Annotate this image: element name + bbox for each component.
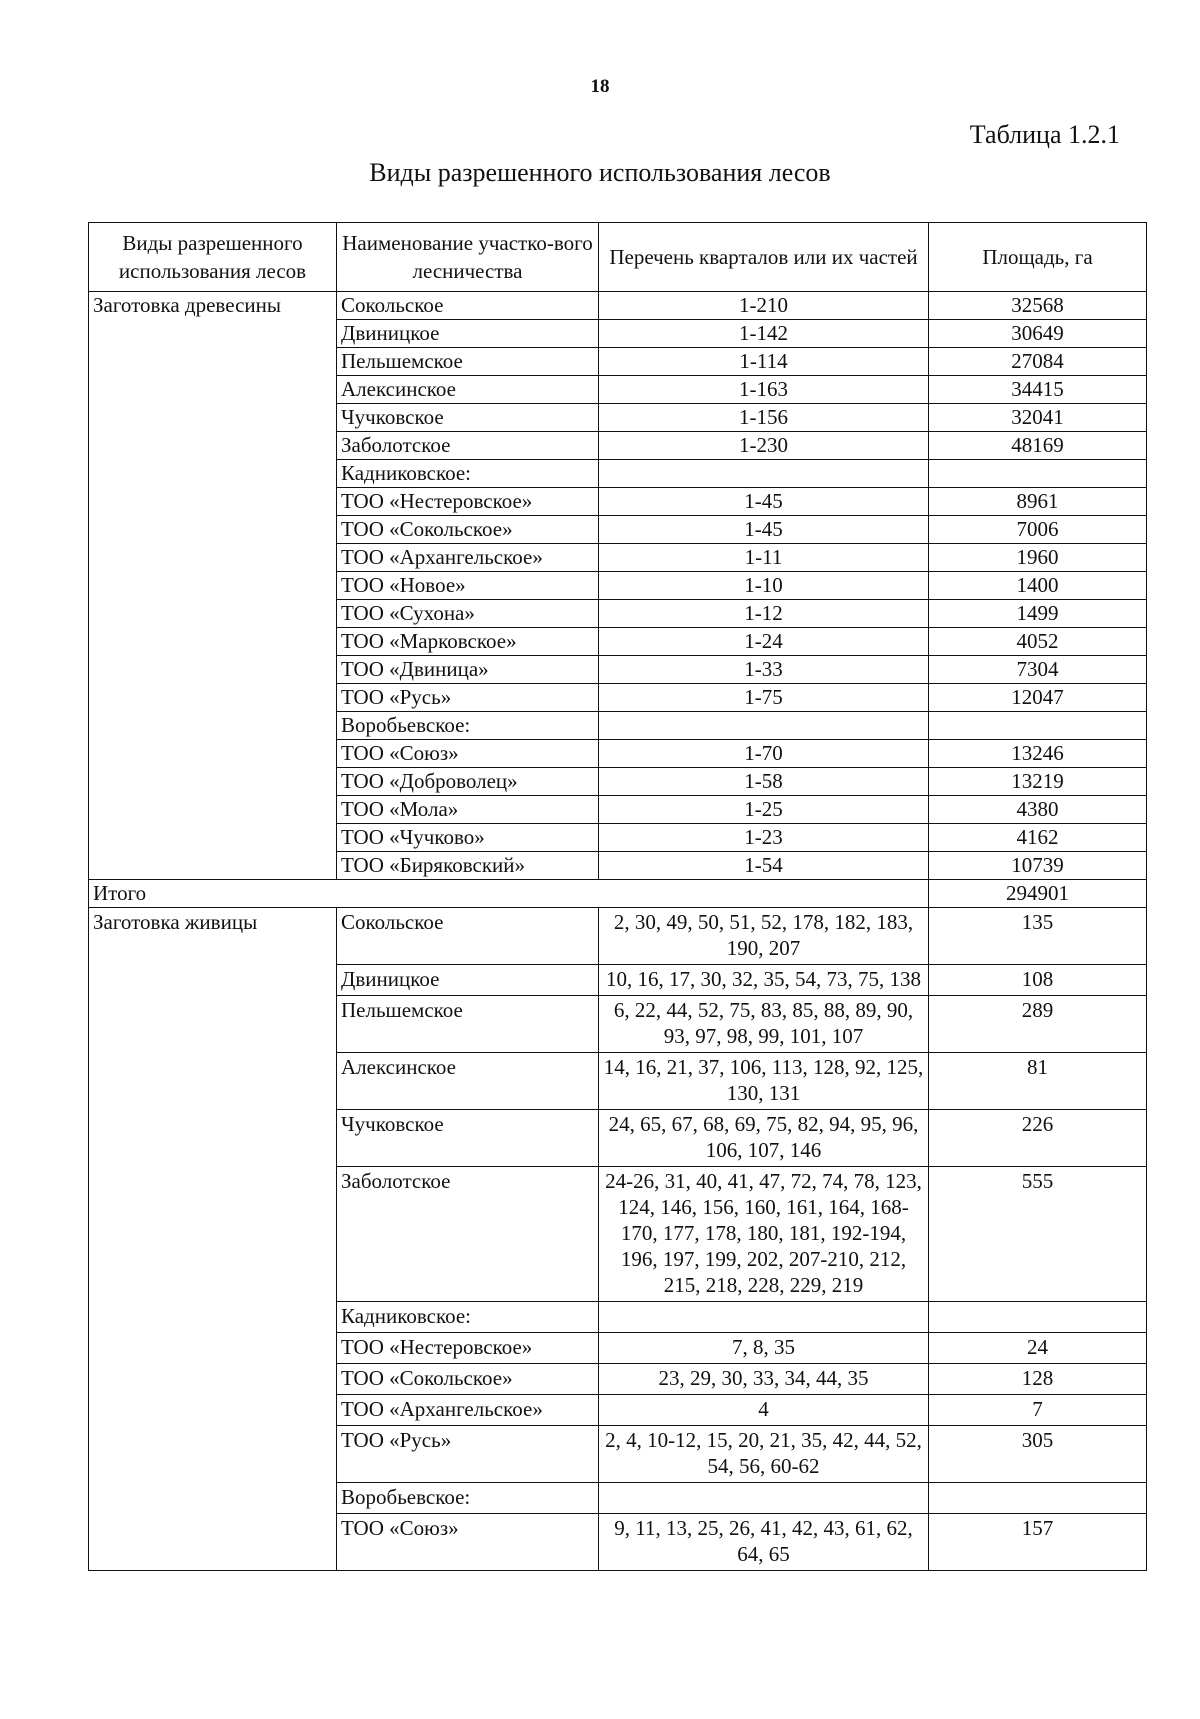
- district-name-cell: Воробьевское:: [337, 712, 599, 740]
- quarters-cell: 1-230: [599, 432, 929, 460]
- table-row: [89, 292, 1147, 320]
- area-cell: 4052: [929, 628, 1147, 656]
- quarters-cell: 1-12: [599, 600, 929, 628]
- quarters-cell: 7, 8, 35: [599, 1333, 929, 1364]
- quarters-cell: 1-156: [599, 404, 929, 432]
- table-row: [89, 908, 1147, 965]
- quarters-cell: 2, 4, 10-12, 15, 20, 21, 35, 42, 44, 52, 54, 56, 60-62: [599, 1426, 929, 1483]
- area-cell: 108: [929, 965, 1147, 996]
- district-name-cell: Алексинское: [337, 1053, 599, 1110]
- quarters-cell: 23, 29, 30, 33, 34, 44, 35: [599, 1364, 929, 1395]
- district-name-cell: ТОО «Сокольское»: [337, 516, 599, 544]
- area-cell: 157: [929, 1514, 1147, 1571]
- quarters-cell: 1-11: [599, 544, 929, 572]
- district-name-cell: Заболотское: [337, 1167, 599, 1302]
- quarters-cell: 1-25: [599, 796, 929, 824]
- area-cell: [929, 460, 1147, 488]
- district-name-cell: ТОО «Двиница»: [337, 656, 599, 684]
- quarters-cell: 1-24: [599, 628, 929, 656]
- header-quarters: Перечень кварталов или их частей: [599, 223, 929, 292]
- quarters-cell: 1-114: [599, 348, 929, 376]
- header-row: [89, 223, 1147, 292]
- quarters-cell: [599, 460, 929, 488]
- area-cell: 32041: [929, 404, 1147, 432]
- district-name-cell: ТОО «Мола»: [337, 796, 599, 824]
- district-name-cell: ТОО «Архангельское»: [337, 544, 599, 572]
- area-cell: 289: [929, 996, 1147, 1053]
- area-cell: 7: [929, 1395, 1147, 1426]
- area-cell: 7006: [929, 516, 1147, 544]
- district-name-cell: Двиницкое: [337, 965, 599, 996]
- district-name-cell: Сокольское: [337, 908, 599, 965]
- area-cell: 1960: [929, 544, 1147, 572]
- header-area: Площадь, га: [929, 223, 1147, 292]
- quarters-cell: [599, 712, 929, 740]
- quarters-cell: 14, 16, 21, 37, 106, 113, 128, 92, 125, 130, 131: [599, 1053, 929, 1110]
- district-name-cell: Воробьевское:: [337, 1483, 599, 1514]
- area-cell: 7304: [929, 656, 1147, 684]
- quarters-cell: 1-163: [599, 376, 929, 404]
- district-name-cell: Двиницкое: [337, 320, 599, 348]
- quarters-cell: 1-58: [599, 768, 929, 796]
- quarters-cell: 4: [599, 1395, 929, 1426]
- area-cell: 34415: [929, 376, 1147, 404]
- area-cell: [929, 1302, 1147, 1333]
- quarters-cell: 10, 16, 17, 30, 32, 35, 54, 73, 75, 138: [599, 965, 929, 996]
- district-name-cell: ТОО «Сокольское»: [337, 1364, 599, 1395]
- district-name-cell: Кадниковское:: [337, 460, 599, 488]
- quarters-cell: 24-26, 31, 40, 41, 47, 72, 74, 78, 123, 124, 146, 156, 160, 161, 164, 168-170, 177, 178, 180, 181, 192-194, 196, 197, 199, 202, 207-210, 212, 215, 218, 228, 229, 219: [599, 1167, 929, 1302]
- district-name-cell: ТОО «Доброволец»: [337, 768, 599, 796]
- area-cell: 555: [929, 1167, 1147, 1302]
- area-cell: 4380: [929, 796, 1147, 824]
- area-cell: 8961: [929, 488, 1147, 516]
- district-name-cell: ТОО «Союз»: [337, 1514, 599, 1571]
- quarters-cell: 1-10: [599, 572, 929, 600]
- quarters-cell: 24, 65, 67, 68, 69, 75, 82, 94, 95, 96, 106, 107, 146: [599, 1110, 929, 1167]
- district-name-cell: Чучковское: [337, 404, 599, 432]
- area-cell: 4162: [929, 824, 1147, 852]
- total-row: [89, 880, 1147, 908]
- district-name-cell: ТОО «Нестеровское»: [337, 1333, 599, 1364]
- district-name-cell: Пельшемское: [337, 996, 599, 1053]
- area-cell: 30649: [929, 320, 1147, 348]
- area-cell: 1400: [929, 572, 1147, 600]
- area-cell: 226: [929, 1110, 1147, 1167]
- quarters-cell: 1-45: [599, 516, 929, 544]
- quarters-cell: 1-45: [599, 488, 929, 516]
- area-cell: 13219: [929, 768, 1147, 796]
- area-cell: 305: [929, 1426, 1147, 1483]
- table-number: Таблица 1.2.1: [969, 120, 1120, 149]
- area-cell: 81: [929, 1053, 1147, 1110]
- area-cell: 32568: [929, 292, 1147, 320]
- area-cell: 1499: [929, 600, 1147, 628]
- quarters-cell: 9, 11, 13, 25, 26, 41, 42, 43, 61, 62, 64, 65: [599, 1514, 929, 1571]
- table-body: [89, 292, 1147, 1571]
- total-area: 294901: [929, 880, 1147, 908]
- area-cell: 10739: [929, 852, 1147, 880]
- area-cell: 135: [929, 908, 1147, 965]
- district-name-cell: Пельшемское: [337, 348, 599, 376]
- area-cell: [929, 1483, 1147, 1514]
- total-label: Итого: [89, 880, 929, 908]
- area-cell: 27084: [929, 348, 1147, 376]
- quarters-cell: [599, 1302, 929, 1333]
- area-cell: 48169: [929, 432, 1147, 460]
- quarters-cell: 2, 30, 49, 50, 51, 52, 178, 182, 183, 190, 207: [599, 908, 929, 965]
- district-name-cell: ТОО «Нестеровское»: [337, 488, 599, 516]
- district-name-cell: ТОО «Чучково»: [337, 824, 599, 852]
- district-name-cell: Сокольское: [337, 292, 599, 320]
- quarters-cell: 1-75: [599, 684, 929, 712]
- district-name-cell: ТОО «Новое»: [337, 572, 599, 600]
- quarters-cell: 1-23: [599, 824, 929, 852]
- quarters-cell: 1-70: [599, 740, 929, 768]
- quarters-cell: 1-210: [599, 292, 929, 320]
- area-cell: 12047: [929, 684, 1147, 712]
- quarters-cell: 1-142: [599, 320, 929, 348]
- area-cell: [929, 712, 1147, 740]
- quarters-cell: 6, 22, 44, 52, 75, 83, 85, 88, 89, 90, 93, 97, 98, 99, 101, 107: [599, 996, 929, 1053]
- district-name-cell: Заболотское: [337, 432, 599, 460]
- page-number: 18: [590, 76, 610, 97]
- document-title: Виды разрешенного использования лесов: [369, 158, 831, 187]
- forest-use-table: [88, 222, 1147, 1571]
- quarters-cell: 1-54: [599, 852, 929, 880]
- header-district-name: Наименование участко-вого лесничества: [337, 223, 599, 292]
- district-name-cell: ТОО «Архангельское»: [337, 1395, 599, 1426]
- district-name-cell: Кадниковское:: [337, 1302, 599, 1333]
- area-cell: 24: [929, 1333, 1147, 1364]
- use-type-cell: Заготовка древесины: [89, 292, 337, 880]
- district-name-cell: ТОО «Сухона»: [337, 600, 599, 628]
- header-use-type: Виды разрешенного использования лесов: [89, 223, 337, 292]
- district-name-cell: ТОО «Биряковский»: [337, 852, 599, 880]
- area-cell: 13246: [929, 740, 1147, 768]
- district-name-cell: ТОО «Русь»: [337, 684, 599, 712]
- district-name-cell: Чучковское: [337, 1110, 599, 1167]
- district-name-cell: ТОО «Марковское»: [337, 628, 599, 656]
- quarters-cell: [599, 1483, 929, 1514]
- district-name-cell: ТОО «Русь»: [337, 1426, 599, 1483]
- use-type-cell: Заготовка живицы: [89, 908, 337, 1571]
- district-name-cell: Алексинское: [337, 376, 599, 404]
- area-cell: 128: [929, 1364, 1147, 1395]
- quarters-cell: 1-33: [599, 656, 929, 684]
- district-name-cell: ТОО «Союз»: [337, 740, 599, 768]
